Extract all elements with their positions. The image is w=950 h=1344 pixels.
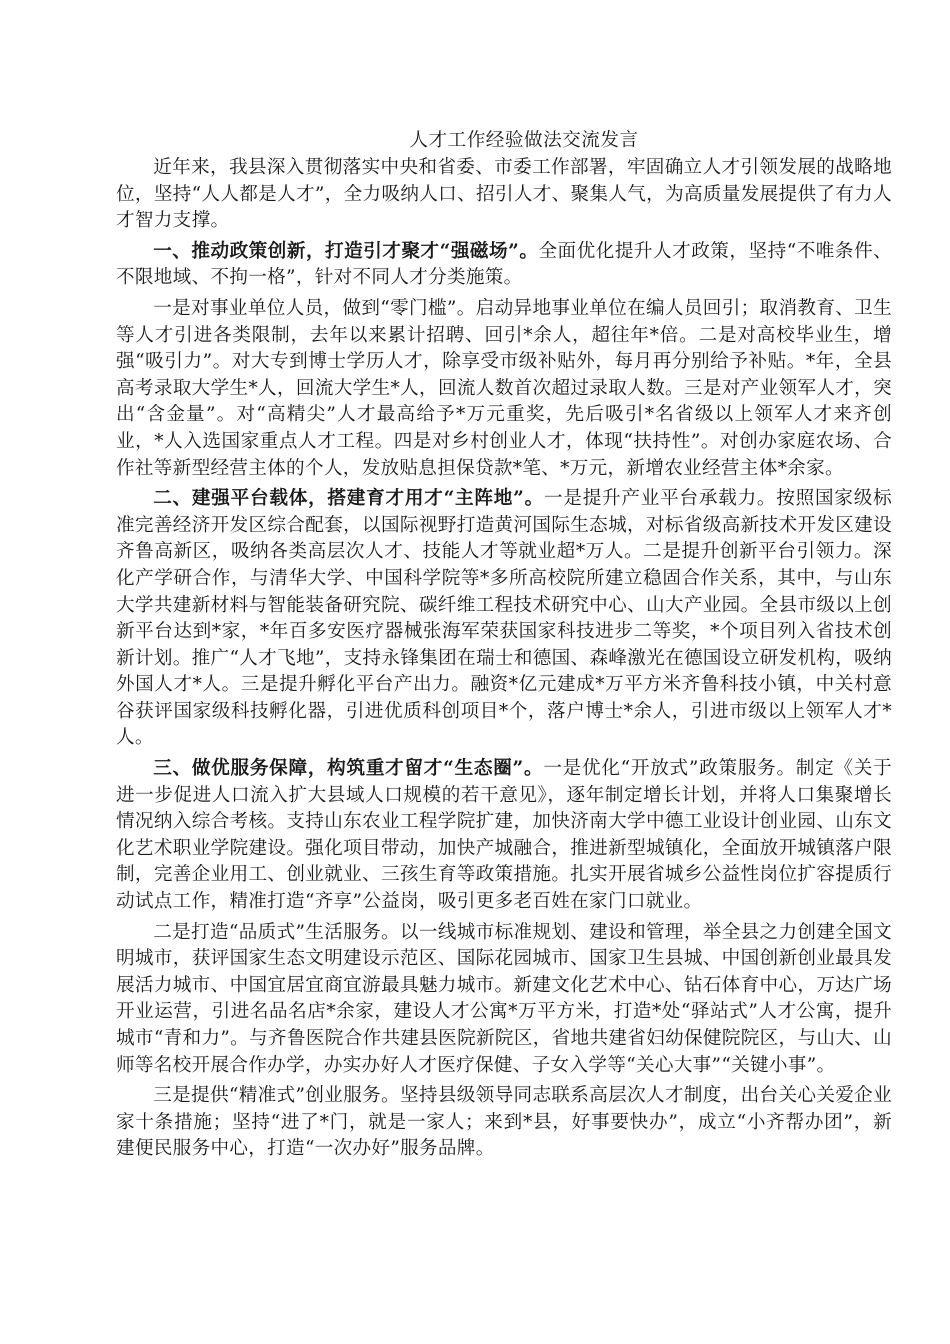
section-2-heading: 二、建强平台载体，搭建育才用才“主阵地”。	[153, 488, 544, 510]
section-3	[116, 756, 892, 916]
section-3-lead: 一是优化“开放式”政策服务。制定《关于进一步促进人口流入扩大县域人口规模的若干意见》，逐年制定增长计划，并将人口集聚增长情况纳入综合考核。支持山东农业工程学院扩建，加快济南大学中德工业设计创业园、山东文化艺术职业学院建设。强化项目带动，加快产城融合，推进新型城镇化，全面放开城镇落户限制，完善企业用工、创业就业、三孩生育等政策措施。扎实开展省城乡公益性岗位扩容提质行动试点工作，精准打造“齐享”公益岗，吸引更多老百姓在家门口就业。	[116, 758, 892, 913]
section-1-paragraph-1: 一是对事业单位人员，做到“零门槛”。启动异地事业单位在编人员回引；取消教育、卫生等人才引进各类限制，去年以来累计招聘、回引*余人，超往年*倍。二是对高校毕业生，增强“吸引力”。对大专到博士学历人才，除享受市级补贴外，每月再分别给予补贴。*年，全县高考录取大学生*人，回流大学生*人，回流人数首次超过录取人数。三是对产业领军人才，突出“含金量”。对“高精尖”人才最高给予*万元重奖，先后吸引*名省级以上领军人才来齐创业，*人入选国家重点人才工程。四是对乡村创业人才，体现“扶持性”。对创办家庭农场、合作社等新型经营主体的个人，发放贴息担保贷款*笔、*万元，新增农业经营主体*余家。	[116, 297, 892, 479]
document-title: 人才工作经验做法交流发言	[409, 130, 639, 151]
section-2	[116, 486, 892, 752]
section-1	[116, 239, 892, 292]
section-3-paragraph-3: 三是提供“精准式”创业服务。坚持县级领导同志联系高层次人才制度，出台关心关爱企业家十条措施；坚持“进了*门，就是一家人；来到*县，好事要快办”，成立“小齐帮办团”，新建便民服务中心，打造“一次办好”服务品牌。	[116, 1085, 892, 1160]
intro-paragraph: 近年来，我县深入贯彻落实中央和省委、市委工作部署，牢固确立人才引领发展的战略地位，坚持“人人都是人才”，全力吸纳人口、招引人才、聚集人气，为高质量发展提供了有力人才智力支撑。	[116, 157, 892, 232]
section-1-lead: 全面优化提升人才政策，坚持“不唯条件、不限地域、不拘一格”，针对不同人才分类施策。	[116, 240, 892, 289]
section-3-heading: 三、做优服务保障，构筑重才留才“生态圈”。	[153, 758, 544, 780]
document-page	[116, 128, 892, 1167]
section-1-heading: 一、推动政策创新，打造引才聚才“强磁场”。	[153, 240, 539, 262]
section-2-lead: 一是提升产业平台承载力。按照国家级标准完善经济开发区综合配套，以国际视野打造黄河国际生态城，对标省级高新技术开发区建设齐鲁高新区，吸纳各类高层次人才、技能人才等就业超*万人。二是提升创新平台引领力。深化产学研合作，与清华大学、中国科学院等*多所高校院所建立稳固合作关系，其中，与山东大学共建新材料与智能装备研究院、碳纤维工程技术研究中心、山大产业园。全县市级以上创新平台达到*家，*年百多安医疗器械张海军荣获国家科技进步二等奖，*个项目列入省技术创新计划。推广“人才飞地”，支持永锋集团在瑞士和德国、森峰激光在德国设立研发机构，吸纳外国人才*人。三是提升孵化平台产出力。融资*亿元建成*万平方米齐鲁科技小镇，中关村意谷获评国家级科技孵化器，引进优质科创项目*个，落户博士*余人，引进市级以上领军人才*人。	[116, 488, 892, 749]
section-3-paragraph-2: 二是打造“品质式”生活服务。以一线城市标准规划、建设和管理，举全县之力创建全国文明城市，获评国家生态文明建设示范区、国际花园城市、国家卫生县城、中国创新创业最具发展活力城市、中国宜居宜商宜游最具魅力城市。新建文化艺术中心、钻石体育中心，万达广场开业运营，引进名品名店*余家，建设人才公寓*万平方米，打造*处“驿站式”人才公寓，提升城市“青和力”。与齐鲁医院合作共建县医院新院区，省地共建省妇幼保健院院区，与山大、山师等名校开展合作办学，办实办好人才医疗保健、子女入学等“关心大事”“关键小事”。	[116, 921, 892, 1076]
